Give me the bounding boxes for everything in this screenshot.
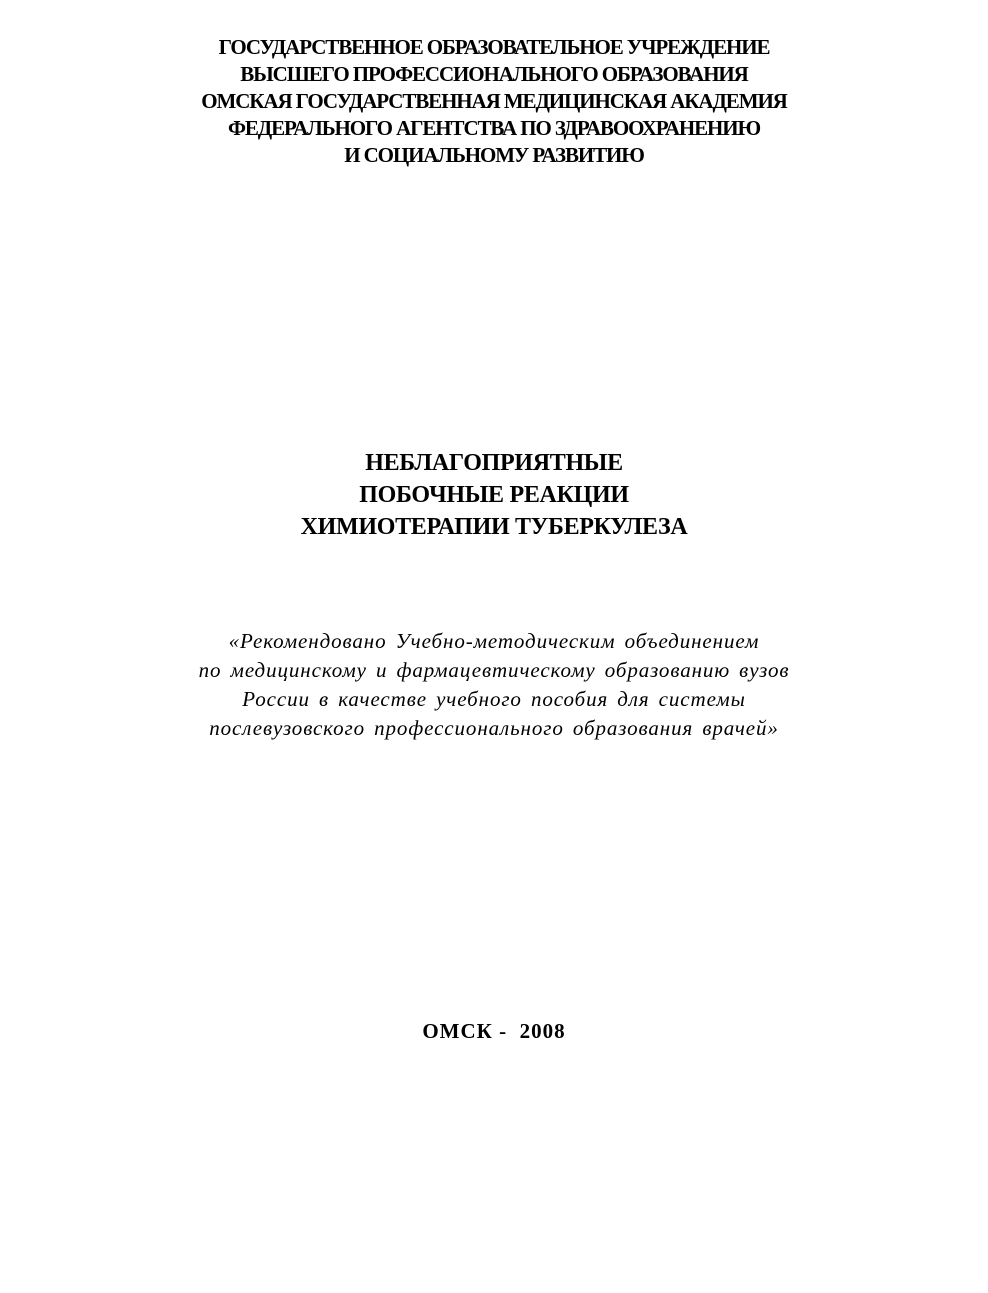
recommendation-line: России в качестве учебного пособия для системы — [242, 687, 746, 711]
city-year: ОМСК - 2008 — [422, 1019, 566, 1043]
recommendation-line: «Рекомендовано Учебно-методическим объединением — [228, 629, 760, 653]
recommendation-line: по медицинскому и фармацевтическому образованию вузов — [198, 658, 790, 682]
title-line: ХИМИОТЕРАПИИ ТУБЕРКУЛЕЗА — [300, 514, 688, 540]
institution-line: ФЕДЕРАЛЬНОГО АГЕНТСТВА ПО ЗДРАВООХРАНЕНИЮ — [227, 116, 761, 140]
recommendation-line: послевузовского профессионального образования врачей» — [209, 716, 779, 740]
title-line: ПОБОЧНЫЕ РЕАКЦИИ — [359, 482, 629, 508]
title-line: НЕБЛАГОПРИЯТНЫЕ — [365, 450, 623, 476]
institution-line: ГОСУДАРСТВЕННОЕ ОБРАЗОВАТЕЛЬНОЕ УЧРЕЖДЕНИЕ — [218, 35, 770, 59]
document-title — [0, 447, 988, 543]
institution-line: И СОЦИАЛЬНОМУ РАЗВИТИЮ — [344, 143, 644, 167]
institution-line: ВЫСШЕГО ПРОФЕССИОНАЛЬНОГО ОБРАЗОВАНИЯ — [240, 62, 748, 86]
institution-line: ОМСКАЯ ГОСУДАРСТВЕННАЯ МЕДИЦИНСКАЯ АКАДЕМИЯ — [201, 89, 787, 113]
recommendation-note — [0, 627, 988, 743]
institution-header — [0, 34, 988, 169]
